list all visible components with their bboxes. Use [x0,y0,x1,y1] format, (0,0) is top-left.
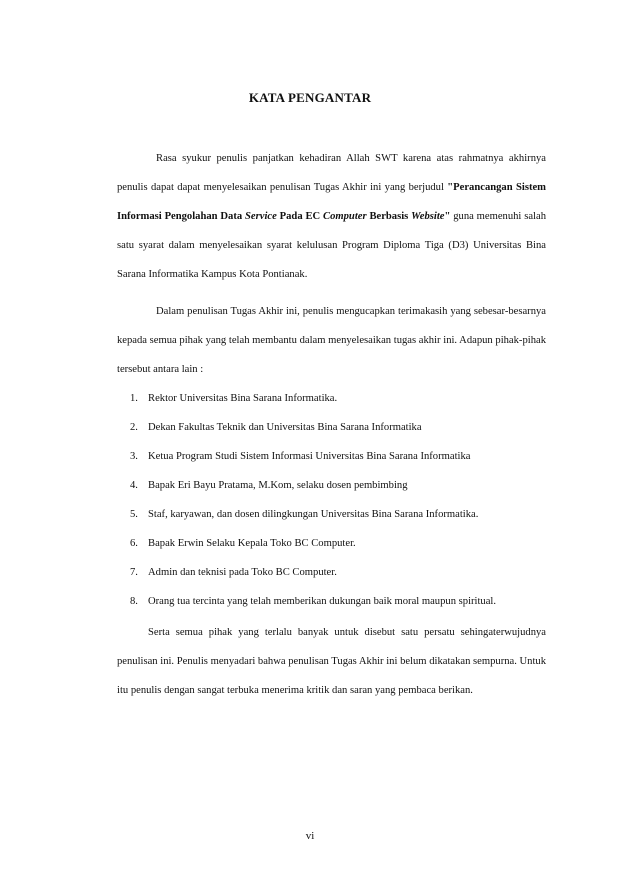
list-item [117,587,546,616]
thesis-title-italic-service: Service [245,211,277,222]
paragraph-closing: Serta semua pihak yang terlalu banyak untuk disebut satu persatu sehingaterwujudnya penulisan ini. Penulis menyadari bahwa penulisan Tugas Akhir ini belum dikatakan sempurna. Untuk itu penulis dengan sangat terbuka menerima kritik dan saran yang pembaca berikan. [117,627,546,696]
thesis-title-mid2: Berbasis [366,211,412,222]
list-item-number: 2. [130,422,138,433]
list-item [117,384,546,413]
thesis-title-italic-computer: Computer [323,211,367,222]
list-item [117,558,546,587]
list-item-text: Ketua Program Studi Sistem Informasi Universitas Bina Sarana Informatika [148,451,471,462]
acknowledgement-list [117,384,546,616]
list-item-text: Rektor Universitas Bina Sarana Informatika. [148,393,338,404]
paragraph-intro-text-b: guna memenuhi salah satu syarat dalam menyelesaikan syarat kelulusan Program Diploma Tiga (D3) Universitas Bina Sarana Informatika Kampus Kota Pontianak. [117,211,546,280]
page-title: KATA PENGANTAR [248,90,372,105]
list-item-text: Admin dan teknisi pada Toko BC Computer. [148,567,337,578]
list-item [117,500,546,529]
thesis-title-open: "Perancangan Sistem Informasi Pengolahan Data [117,182,547,222]
list-item-number: 6. [130,538,138,549]
list-item-number: 1. [130,393,138,404]
list-item-text: Staf, karyawan, dan dosen dilingkungan Universitas Bina Sarana Informatika. [148,509,479,520]
paragraph-intro [117,144,546,289]
page-number: vi [305,830,315,842]
list-item-text: Bapak Eri Bayu Pratama, M.Kom, selaku dosen pembimbing [148,480,408,491]
list-item [117,442,546,471]
paragraph-intro-text-a: Rasa syukur penulis panjatkan kehadiran Allah SWT karena atas rahmatnya akhirnya penulis dapat dapat menyelesaikan penulisan Tugas Akhir ini yang berjudul [117,153,546,193]
thesis-title-close: " [444,211,451,222]
thesis-title-italic-website: Website [411,211,445,222]
list-item [117,529,546,558]
list-item-number: 8. [130,596,138,607]
list-item-text: Orang tua tercinta yang telah memberikan dukungan baik moral maupun spiritual. [148,596,497,607]
thesis-title-mid: Pada EC [276,211,324,222]
list-item-text: Bapak Erwin Selaku Kepala Toko BC Computer. [148,538,356,549]
list-item-number: 4. [130,480,138,491]
list-item-number: 5. [130,509,138,520]
list-item-number: 7. [130,567,138,578]
paragraph-thanks: Dalam penulisan Tugas Akhir ini, penulis mengucapkan terimakasih yang sebesar-besarnya kepada semua pihak yang telah membantu dalam menyelesaikan tugas akhir ini. Adapun pihak-pihak tersebut antara lain : [117,306,546,375]
list-item [117,413,546,442]
list-item-text: Dekan Fakultas Teknik dan Universitas Bina Sarana Informatika [148,422,422,433]
document-body [117,144,546,705]
list-item-number: 3. [130,451,138,462]
list-item [117,471,546,500]
